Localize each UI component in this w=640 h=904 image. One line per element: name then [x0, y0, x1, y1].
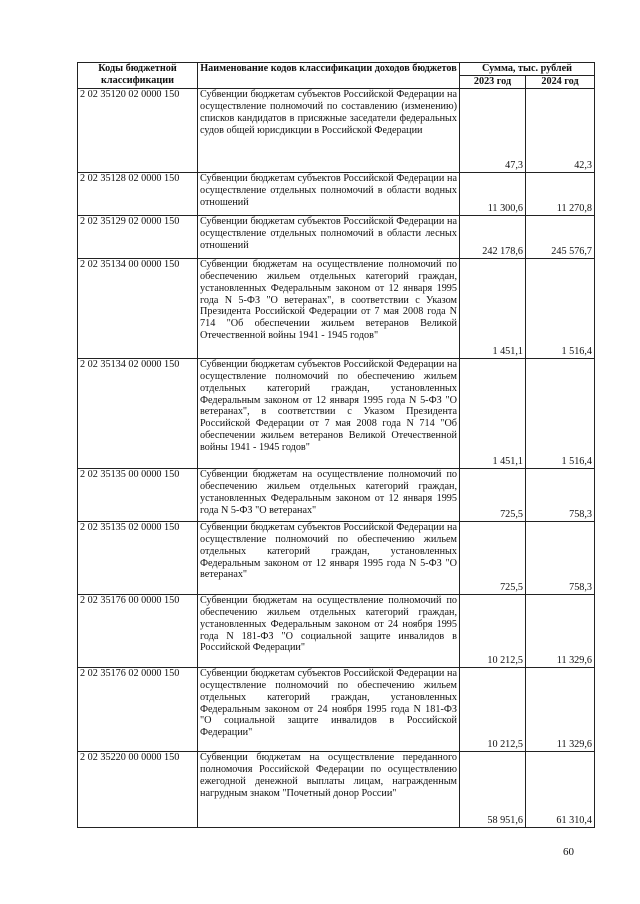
amount-2023-cell: 1 451,1: [460, 258, 526, 358]
table-row: [78, 88, 595, 172]
name-cell: Субвенции бюджетам на осуществление полномочий по обеспечению жильем отдельных категорий граждан, установленных Федеральным законом от 12 января 1995 года N 5-ФЗ "О ветеранах": [198, 468, 460, 521]
name-cell: Субвенции бюджетам на осуществление полномочий по обеспечению жильем отдельных категорий граждан, установленных Федеральным законом от 24 ноября 1995 года N 181-ФЗ "О социальной защите инвалидов в Российской Федерации": [198, 594, 460, 667]
header-codes: Коды бюджетной классификации: [78, 63, 198, 89]
table-row: [78, 521, 595, 594]
header-sum: Сумма, тыс. рублей: [460, 63, 595, 76]
amount-2023-cell: 10 212,5: [460, 594, 526, 667]
amount-2024-cell: 1 516,4: [526, 358, 595, 468]
table-row: [78, 258, 595, 358]
code-cell: 2 02 35176 00 0000 150: [78, 594, 198, 667]
code-cell: 2 02 35128 02 0000 150: [78, 172, 198, 215]
table-row: [78, 215, 595, 258]
name-cell: Субвенции бюджетам на осуществление полномочий по обеспечению жильем отдельных категорий граждан, установленных Федеральным законом от 12 января 1995 года N 5-ФЗ "О ветеранах", в соответствии с Указом Президента Российской Федерации от 7 мая 2008 года N 714 "Об обеспечении жильем ветеранов Великой Отечественной войны 1941 - 1945 годов": [198, 258, 460, 358]
amount-2024-cell: 11 329,6: [526, 667, 595, 751]
amount-2024-cell: 1 516,4: [526, 258, 595, 358]
header-row: [78, 63, 595, 76]
amount-2024-cell: 42,3: [526, 88, 595, 172]
table-row: [78, 468, 595, 521]
budget-table: [77, 62, 595, 828]
amount-2024-cell: 61 310,4: [526, 751, 595, 827]
amount-2023-cell: 725,5: [460, 468, 526, 521]
amount-2024-cell: 245 576,7: [526, 215, 595, 258]
page-number: 60: [563, 846, 574, 858]
table-row: [78, 667, 595, 751]
name-cell: Субвенции бюджетам субъектов Российской Федерации на осуществление отдельных полномочий в области водных отношений: [198, 172, 460, 215]
table-row: [78, 172, 595, 215]
code-cell: 2 02 35134 02 0000 150: [78, 358, 198, 468]
amount-2024-cell: 11 270,8: [526, 172, 595, 215]
name-cell: Субвенции бюджетам субъектов Российской Федерации на осуществление полномочий по составлению (изменению) списков кандидатов в присяжные заседатели федеральных судов общей юрисдикции в Российской Федерации: [198, 88, 460, 172]
header-year-2023: 2023 год: [460, 75, 526, 88]
amount-2023-cell: 11 300,6: [460, 172, 526, 215]
header-name: Наименование кодов классификации доходов бюджетов: [198, 63, 460, 89]
code-cell: 2 02 35135 00 0000 150: [78, 468, 198, 521]
code-cell: 2 02 35135 02 0000 150: [78, 521, 198, 594]
amount-2023-cell: 10 212,5: [460, 667, 526, 751]
code-cell: 2 02 35176 02 0000 150: [78, 667, 198, 751]
header-year-2024: 2024 год: [526, 75, 595, 88]
code-cell: 2 02 35120 02 0000 150: [78, 88, 198, 172]
amount-2023-cell: 1 451,1: [460, 358, 526, 468]
amount-2023-cell: 725,5: [460, 521, 526, 594]
table-row: [78, 358, 595, 468]
table-row: [78, 594, 595, 667]
code-cell: 2 02 35134 00 0000 150: [78, 258, 198, 358]
table-row: [78, 751, 595, 827]
name-cell: Субвенции бюджетам субъектов Российской Федерации на осуществление полномочий по обеспечению жильем отдельных категорий граждан, установленных Федеральным законом от 24 ноября 1995 года N 181-ФЗ "О социальной защите инвалидов в Российской Федерации": [198, 667, 460, 751]
code-cell: 2 02 35220 00 0000 150: [78, 751, 198, 827]
amount-2023-cell: 47,3: [460, 88, 526, 172]
name-cell: Субвенции бюджетам субъектов Российской Федерации на осуществление отдельных полномочий в области лесных отношений: [198, 215, 460, 258]
amount-2024-cell: 758,3: [526, 468, 595, 521]
amount-2023-cell: 242 178,6: [460, 215, 526, 258]
code-cell: 2 02 35129 02 0000 150: [78, 215, 198, 258]
name-cell: Субвенции бюджетам субъектов Российской Федерации на осуществление полномочий по обеспечению жильем отдельных категорий граждан, установленных Федеральным законом от 12 января 1995 года N 5-ФЗ "О ветеранах", в соответствии с Указом Президента Российской Федерации от 7 мая 2008 года N 714 "Об обеспечении жильем ветеранов Великой Отечественной войны 1941 - 1945 годов": [198, 358, 460, 468]
name-cell: Субвенции бюджетам на осуществление переданного полномочия Российской Федерации по осуществлению ежегодной денежной выплаты лицам, награжденным нагрудным знаком "Почетный донор России": [198, 751, 460, 827]
amount-2024-cell: 11 329,6: [526, 594, 595, 667]
amount-2024-cell: 758,3: [526, 521, 595, 594]
name-cell: Субвенции бюджетам субъектов Российской Федерации на осуществление полномочий по обеспечению жильем отдельных категорий граждан, установленных Федеральным законом от 12 января 1995 года N 5-ФЗ "О ветеранах": [198, 521, 460, 594]
amount-2023-cell: 58 951,6: [460, 751, 526, 827]
